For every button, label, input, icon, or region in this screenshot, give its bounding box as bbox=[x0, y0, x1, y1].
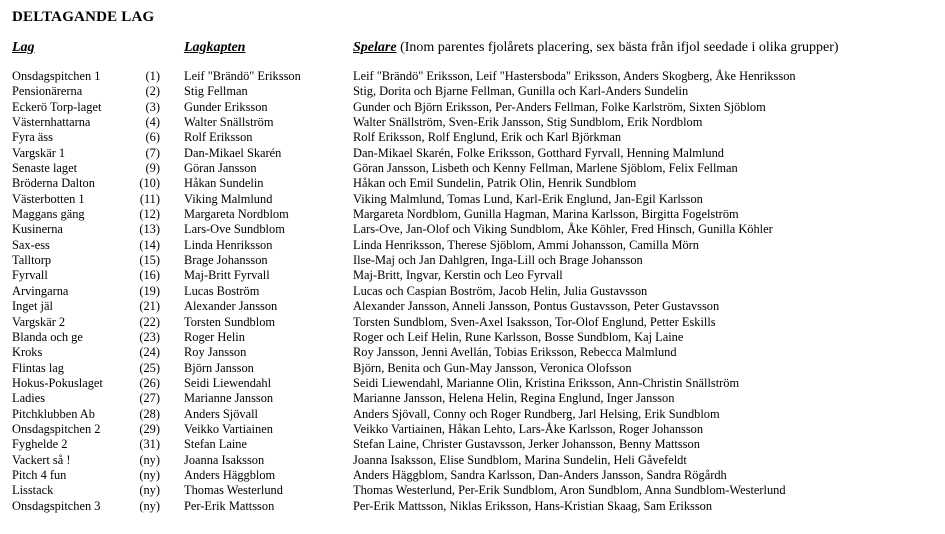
team-name: Västerbotten 1 bbox=[12, 191, 85, 206]
header-lagkapten-label: Lagkapten bbox=[184, 40, 246, 55]
team-last-year-rank: (27) bbox=[139, 391, 160, 406]
team-captain: Håkan Sundelin bbox=[184, 176, 264, 191]
team-row bbox=[0, 192, 945, 207]
team-captain: Alexander Jansson bbox=[184, 299, 278, 314]
team-last-year-rank: (11) bbox=[139, 191, 160, 206]
team-name: Sax-ess bbox=[12, 237, 50, 252]
header-lag-label: Lag bbox=[12, 40, 35, 55]
team-list bbox=[0, 69, 945, 514]
team-captain: Thomas Westerlund bbox=[184, 483, 283, 498]
team-captain: Gunder Eriksson bbox=[184, 99, 268, 114]
team-captain: Margareta Nordblom bbox=[184, 207, 289, 222]
team-last-year-rank: (22) bbox=[139, 314, 160, 329]
team-name: Fyra äss bbox=[12, 130, 53, 145]
team-last-year-rank: (ny) bbox=[139, 452, 160, 467]
team-last-year-rank: (2) bbox=[145, 84, 160, 99]
team-captain: Brage Johansson bbox=[184, 253, 268, 268]
team-name: Arvingarna bbox=[12, 283, 69, 298]
team-last-year-rank: (6) bbox=[145, 130, 160, 145]
team-captain: Björn Jansson bbox=[184, 360, 254, 375]
team-name: Ladies bbox=[12, 391, 46, 406]
team-last-year-rank: (29) bbox=[139, 421, 160, 436]
team-row bbox=[0, 115, 945, 130]
team-players: Stefan Laine, Christer Gustavsson, Jerker Johansson, Benny Mattsson bbox=[353, 437, 700, 452]
team-name: Kusinerna bbox=[12, 222, 63, 237]
team-captain: Viking Malmlund bbox=[184, 191, 273, 206]
team-last-year-rank: (21) bbox=[139, 299, 160, 314]
team-last-year-rank: (16) bbox=[139, 268, 160, 283]
team-name: Fyrvall bbox=[12, 268, 48, 283]
team-captain: Roger Helin bbox=[184, 329, 245, 344]
team-name: Fyghelde 2 bbox=[12, 437, 68, 452]
team-name: Eckerö Torp-laget bbox=[12, 99, 102, 114]
team-name: Blanda och ge bbox=[12, 329, 83, 344]
team-row bbox=[0, 238, 945, 253]
team-captain: Rolf Eriksson bbox=[184, 130, 253, 145]
team-last-year-rank: (31) bbox=[139, 437, 160, 452]
team-players: Dan-Mikael Skarén, Folke Eriksson, Gotthard Fyrvall, Henning Malmlund bbox=[353, 145, 724, 160]
team-captain: Anders Häggblom bbox=[184, 467, 276, 482]
team-players: Anders Häggblom, Sandra Karlsson, Dan-Anders Jansson, Sandra Rögårdh bbox=[353, 467, 727, 482]
team-players: Göran Jansson, Lisbeth och Kenny Fellman, Marlene Sjöblom, Felix Fellman bbox=[353, 161, 738, 176]
team-players: Håkan och Emil Sundelin, Patrik Olin, Henrik Sundblom bbox=[353, 176, 637, 191]
team-captain: Dan-Mikael Skarén bbox=[184, 145, 282, 160]
team-name: Onsdagspitchen 1 bbox=[12, 69, 101, 83]
team-name: Pensionärerna bbox=[12, 84, 83, 99]
team-captain: Joanna Isaksson bbox=[184, 452, 265, 467]
team-row bbox=[0, 361, 945, 376]
team-name: Hokus-Pokuslaget bbox=[12, 375, 103, 390]
team-players: Björn, Benita och Gun-May Jansson, Veronica Olofsson bbox=[353, 360, 632, 375]
team-players: Leif "Brändö" Eriksson, Leif "Hastersboda" Eriksson, Anders Skogberg, Åke Henriksson bbox=[353, 69, 796, 83]
team-row bbox=[0, 207, 945, 222]
team-captain: Leif "Brändö" Eriksson bbox=[184, 69, 301, 83]
team-last-year-rank: (23) bbox=[139, 329, 160, 344]
team-captain: Lars-Ove Sundblom bbox=[184, 222, 285, 237]
team-name: Kroks bbox=[12, 345, 43, 360]
team-players: Per-Erik Mattsson, Niklas Eriksson, Hans-Kristian Skaag, Sam Eriksson bbox=[353, 498, 713, 513]
team-last-year-rank: (4) bbox=[145, 115, 160, 130]
team-captain: Stefan Laine bbox=[184, 437, 247, 452]
team-captain: Linda Henriksson bbox=[184, 237, 273, 252]
team-last-year-rank: (19) bbox=[139, 283, 160, 298]
team-last-year-rank: (3) bbox=[145, 99, 160, 114]
team-row bbox=[0, 345, 945, 360]
team-name: Onsdagspitchen 3 bbox=[12, 498, 101, 513]
team-last-year-rank: (7) bbox=[145, 145, 160, 160]
team-players: Ilse-Maj och Jan Dahlgren, Inga-Lill och Brage Johansson bbox=[353, 253, 643, 268]
team-last-year-rank: (12) bbox=[139, 207, 160, 222]
team-players: Thomas Westerlund, Per-Erik Sundblom, Aron Sundblom, Anna Sundblom-Westerlund bbox=[353, 483, 786, 498]
team-players: Alexander Jansson, Anneli Jansson, Pontus Gustavsson, Peter Gustavsson bbox=[353, 299, 720, 314]
document-title: DELTAGANDE LAG bbox=[12, 9, 155, 25]
team-last-year-rank: (ny) bbox=[139, 467, 160, 482]
column-header-spelare bbox=[353, 40, 839, 56]
team-row bbox=[0, 407, 945, 422]
team-row bbox=[0, 284, 945, 299]
team-last-year-rank: (26) bbox=[139, 375, 160, 390]
team-row bbox=[0, 391, 945, 406]
team-row bbox=[0, 161, 945, 176]
team-row bbox=[0, 222, 945, 237]
column-header-lagkapten bbox=[184, 40, 245, 56]
team-last-year-rank: (25) bbox=[139, 360, 160, 375]
team-players: Rolf Eriksson, Rolf Englund, Erik och Karl Björkman bbox=[353, 130, 622, 145]
team-captain: Torsten Sundblom bbox=[184, 314, 276, 329]
team-players: Linda Henriksson, Therese Sjöblom, Ammi Johansson, Camilla Mörn bbox=[353, 237, 699, 252]
team-players: Roger och Leif Helin, Rune Karlsson, Bosse Sundblom, Kaj Laine bbox=[353, 329, 684, 344]
team-row bbox=[0, 376, 945, 391]
team-last-year-rank: (ny) bbox=[139, 498, 160, 513]
team-name: Onsdagspitchen 2 bbox=[12, 421, 101, 436]
team-row bbox=[0, 84, 945, 99]
team-players: Viking Malmlund, Tomas Lund, Karl-Erik Englund, Jan-Egil Karlsson bbox=[353, 191, 703, 206]
team-row bbox=[0, 330, 945, 345]
team-name: Talltorp bbox=[12, 253, 52, 268]
team-captain: Anders Sjövall bbox=[184, 406, 258, 421]
team-players: Veikko Vartiainen, Håkan Lehto, Lars-Åke Karlsson, Roger Johansson bbox=[353, 421, 704, 436]
team-row bbox=[0, 499, 945, 514]
header-spelare-note: (Inom parentes fjolårets placering, sex bästa från ifjol seedade i olika grupper) bbox=[396, 40, 839, 55]
team-row bbox=[0, 468, 945, 483]
team-name: Västernhattarna bbox=[12, 115, 91, 130]
team-name: Vargskär 2 bbox=[12, 314, 66, 329]
team-last-year-rank: (28) bbox=[139, 406, 160, 421]
team-players: Margareta Nordblom, Gunilla Hagman, Marina Karlsson, Birgitta Fogelström bbox=[353, 207, 739, 222]
team-name: Flintas lag bbox=[12, 360, 64, 375]
team-name: Pitchklubben Ab bbox=[12, 406, 95, 421]
team-captain: Seidi Liewendahl bbox=[184, 375, 272, 390]
team-captain: Maj-Britt Fyrvall bbox=[184, 268, 270, 283]
team-players: Seidi Liewendahl, Marianne Olin, Kristina Eriksson, Ann-Christin Snällström bbox=[353, 375, 740, 390]
team-last-year-rank: (15) bbox=[139, 253, 160, 268]
team-last-year-rank: (24) bbox=[139, 345, 160, 360]
team-row bbox=[0, 100, 945, 115]
team-captain: Stig Fellman bbox=[184, 84, 248, 99]
team-captain: Roy Jansson bbox=[184, 345, 247, 360]
team-captain: Marianne Jansson bbox=[184, 391, 274, 406]
team-row bbox=[0, 268, 945, 283]
team-players: Lars-Ove, Jan-Olof och Viking Sundblom, Åke Köhler, Fred Hinsch, Gunilla Köhler bbox=[353, 222, 773, 237]
team-row bbox=[0, 315, 945, 330]
team-name: Vargskär 1 bbox=[12, 145, 66, 160]
team-row bbox=[0, 69, 945, 84]
team-name: Pitch 4 fun bbox=[12, 467, 67, 482]
team-row bbox=[0, 437, 945, 452]
team-players: Stig, Dorita och Bjarne Fellman, Gunilla och Karl-Anders Sundelin bbox=[353, 84, 689, 99]
header-spelare-label: Spelare bbox=[353, 40, 397, 55]
team-last-year-rank: (1) bbox=[145, 69, 160, 83]
team-captain: Lucas Boström bbox=[184, 283, 260, 298]
team-last-year-rank: (ny) bbox=[139, 483, 160, 498]
team-last-year-rank: (13) bbox=[139, 222, 160, 237]
team-row bbox=[0, 422, 945, 437]
team-row bbox=[0, 253, 945, 268]
team-players: Torsten Sundblom, Sven-Axel Isaksson, Tor-Olof Englund, Petter Eskills bbox=[353, 314, 716, 329]
team-players: Walter Snällström, Sven-Erik Jansson, Stig Sundblom, Erik Nordblom bbox=[353, 115, 703, 130]
team-row bbox=[0, 453, 945, 468]
team-players: Maj-Britt, Ingvar, Kerstin och Leo Fyrvall bbox=[353, 268, 563, 283]
team-captain: Walter Snällström bbox=[184, 115, 274, 130]
team-name: Inget jäl bbox=[12, 299, 53, 314]
team-last-year-rank: (14) bbox=[139, 237, 160, 252]
team-name: Vackert så ! bbox=[12, 452, 71, 467]
team-row bbox=[0, 146, 945, 161]
team-row bbox=[0, 299, 945, 314]
team-name: Senaste laget bbox=[12, 161, 78, 176]
team-captain: Göran Jansson bbox=[184, 161, 257, 176]
team-players: Anders Sjövall, Conny och Roger Rundberg, Jarl Helsing, Erik Sundblom bbox=[353, 406, 720, 421]
team-row bbox=[0, 130, 945, 145]
team-players: Joanna Isaksson, Elise Sundblom, Marina Sundelin, Heli Gåvefeldt bbox=[353, 452, 687, 467]
team-players: Lucas och Caspian Boström, Jacob Helin, Julia Gustavsson bbox=[353, 283, 648, 298]
team-name: Bröderna Dalton bbox=[12, 176, 95, 191]
team-row bbox=[0, 176, 945, 191]
team-last-year-rank: (9) bbox=[145, 161, 160, 176]
team-last-year-rank: (10) bbox=[139, 176, 160, 191]
team-players: Gunder och Björn Eriksson, Per-Anders Fellman, Folke Karlström, Sixten Sjöblom bbox=[353, 99, 766, 114]
team-row bbox=[0, 483, 945, 498]
column-header-lag bbox=[12, 40, 35, 56]
team-captain: Per-Erik Mattsson bbox=[184, 498, 275, 513]
team-name: Lisstack bbox=[12, 483, 54, 498]
team-name: Maggans gäng bbox=[12, 207, 85, 222]
team-players: Roy Jansson, Jenni Avellán, Tobias Eriksson, Rebecca Malmlund bbox=[353, 345, 677, 360]
team-captain: Veikko Vartiainen bbox=[184, 421, 273, 436]
team-players: Marianne Jansson, Helena Helin, Regina Englund, Inger Jansson bbox=[353, 391, 675, 406]
